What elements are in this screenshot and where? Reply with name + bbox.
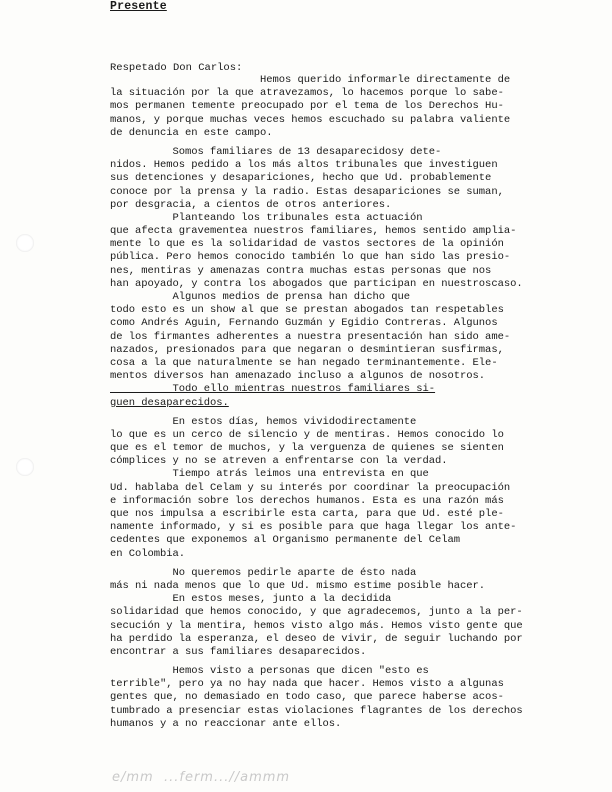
text-line: han apoyado, y contra los abogados que participan en nuestroscaso.	[110, 277, 523, 290]
text-line: namente informado, y si es posible para que haga llegar los ante-	[110, 521, 517, 534]
text-line: Somos familiares de 13 desaparecidosy dete-	[110, 145, 442, 158]
text-line: cedentes que exponemos al Organismo permanente del Celam	[110, 534, 461, 547]
letter-body	[110, 68, 600, 731]
text-line: Hemos querido informarle directamente de	[110, 74, 511, 86]
text-line: de los firmantes adherentes a nuestra presentación han sido ame-	[110, 330, 511, 343]
text-line: como Andrés Aguin, Fernando Guzmán y Egidio Contreras. Algunos	[110, 317, 498, 330]
text-line: conoce por la prensa y la radio. Estas desapariciones se suman,	[110, 185, 504, 198]
paragraph-3	[110, 212, 600, 410]
text-line: solidaridad que hemos conocido, y que agradecemos, junto a la per-	[110, 606, 523, 619]
text-line: nazados, presionados para que negaran o desmintieran susfirmas,	[110, 343, 504, 356]
text-line: en Colombia.	[110, 547, 186, 560]
text-line: Hemos visto a personas que dicen "esto es	[110, 665, 429, 678]
text-line: gentes que, no demasiado en todo caso, que parece haberse acos-	[110, 691, 504, 704]
text-line: la situación por la que atravezamos, lo hacemos porque lo sabe-	[110, 87, 504, 100]
text-line: encontrar a sus familiares desaparecidos.	[110, 645, 367, 658]
text-line: mos permanen temente preocupado por el tema de los Derechos Hu-	[110, 100, 504, 113]
text-line: sus detenciones y desapariciones, hecho que Ud. probablemente	[110, 172, 492, 185]
salutation: Respetado Don Carlos:	[110, 62, 243, 74]
text-line: todo esto es un show al que se prestan abogados tan respetables	[110, 304, 504, 317]
text-line: nidos. Hemos pedido a los más altos tribunales que investiguen	[110, 159, 498, 172]
text-line: nes, mentiras y amenazas contra muchas estas personas que nos	[110, 264, 492, 277]
text-line: tumbrado a presenciar estas violaciones flagrantes de los derechos	[110, 704, 523, 717]
text-line: por desgracia, a cientos de otros anteriores.	[110, 198, 392, 211]
text-line: ha perdido la esperanza, el deseo de vivir, de seguir luchando por	[110, 632, 523, 645]
text-line: En estos meses, junto a la decidida	[110, 593, 392, 606]
text-line: cómplices y no se atreven a enfrentarse con la verdad.	[110, 455, 448, 468]
text-line: que nos impulsa a escribirle esta carta, para que Ud. esté ple-	[110, 508, 504, 520]
text-line: Tiempo atrás leimos una entrevista en que	[110, 468, 429, 481]
text-line: de denuncia en este campo.	[110, 126, 273, 139]
paragraph-4	[110, 416, 600, 561]
text-line: mentos diversos han amenazado incluso a algunos de nosotros.	[110, 370, 486, 383]
paragraph-2	[110, 146, 600, 212]
text-line: Planteando los tribunales esta actuación	[110, 211, 423, 224]
text-line: secución y la mentira, hemos visto algo más. Hemos visto gente que	[110, 619, 523, 632]
text-line: terrible", pero ya no hay nada que hacer. Hemos visto a algunas	[110, 678, 504, 691]
text-line: lo que es un cerco de silencio y de mentiras. Hemos conocido lo	[110, 428, 504, 441]
text-line: manos, y porque muchas veces hemos escuchado su palabra valiente	[110, 113, 511, 126]
faded-handwritten-note: e/mm ...ferm...//ammm	[112, 770, 291, 785]
text-line: que afecta gravementea nuestros familiares, hemos sentido amplia-	[110, 225, 517, 238]
recipient-line: Presente	[110, 0, 167, 13]
text-line: guen desaparecidos.	[110, 396, 229, 409]
text-line: e información sobre los derechos humanos. Esta es una razón más	[110, 494, 504, 507]
punch-hole	[16, 458, 34, 476]
text-line: mente lo que es la solidaridad de vastos sectores de la opinión	[110, 238, 504, 251]
text-line: cosa a la que naturalmente se han negado terminantemente. Ele-	[110, 356, 498, 369]
paragraph-6	[110, 665, 600, 731]
text-line: No queremos pedirle aparte de ésto nada	[110, 566, 417, 579]
text-line: En estos días, hemos vividodirectamente	[110, 415, 417, 428]
text-line: Algunos medios de prensa han dicho que	[110, 291, 411, 303]
punch-hole	[16, 234, 34, 252]
text-line: que es el temor de muchos, y la verguenza de quienes se sienten	[110, 442, 504, 455]
text-line: más ni nada menos que lo que Ud. mismo estime posible hacer.	[110, 579, 486, 592]
text-line: Ud. hablaba del Celam y su interés por coordinar la preocupación	[110, 481, 511, 494]
text-line: humanos y a no reaccionar ante ellos.	[110, 717, 342, 730]
paragraph-1	[110, 74, 600, 140]
paragraph-5	[110, 567, 600, 659]
text-line: pública. Pero hemos conocido también lo que han sido las presio-	[110, 251, 511, 264]
text-line: Todo ello mientras nuestros familiares si-	[110, 383, 436, 396]
